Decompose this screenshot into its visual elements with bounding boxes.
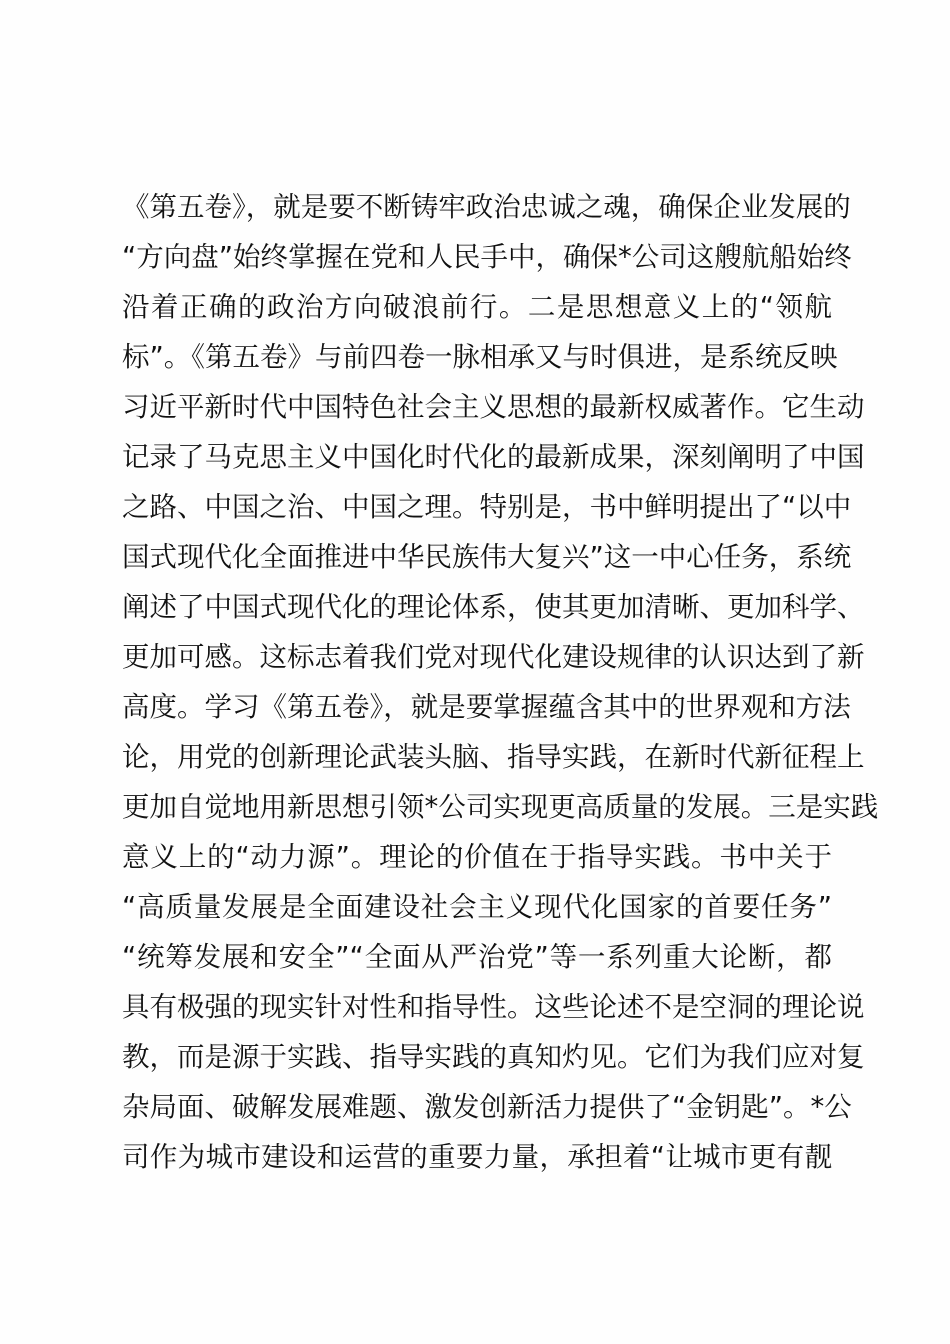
text-line: 之路、中国之治、中国之理。特别是，书中鲜明提出了“以中 — [122, 491, 852, 523]
text-line: 国式现代化全面推进中华民族伟大复兴”这一中心任务，系统 — [122, 541, 852, 573]
text-line: 记录了马克思主义中国化时代化的最新成果，深刻阐明了中国 — [122, 441, 865, 473]
text-line: 更加自觉地用新思想引领*公司实现更高质量的发展。三是实践 — [122, 791, 879, 823]
text-line: 《第五卷》，就是要不断铸牢政治忠诚之魂，确保企业发展的 — [122, 191, 851, 223]
text-line: 沿着正确的政治方向破浪前行。二是思想意义上的“领航 — [122, 291, 832, 323]
text-line: 高度。学习《第五卷》，就是要掌握蕴含其中的世界观和方法 — [122, 691, 851, 723]
text-line: 更加可感。这标志着我们党对现代化建设规律的认识达到了新 — [122, 641, 865, 673]
text-line: 杂局面、破解发展难题、激发创新活力提供了“金钥匙”。*公 — [122, 1091, 852, 1123]
text-line: 具有极强的现实针对性和指导性。这些论述不是空洞的理论说 — [122, 991, 865, 1023]
text-line: “方向盘”始终掌握在党和人民手中，确保*公司这艘航船始终 — [122, 241, 852, 273]
text-line: 论，用党的创新理论武装头脑、指导实践，在新时代新征程上 — [122, 741, 865, 773]
text-line: 司作为城市建设和运营的重要力量，承担着“让城市更有靓 — [122, 1141, 832, 1173]
text-line: 标”。《第五卷》与前四卷一脉相承又与时俱进，是系统反映 — [122, 341, 838, 373]
text-line: 教，而是源于实践、指导实践的真知灼见。它们为我们应对复 — [122, 1041, 865, 1073]
text-line: 习近平新时代中国特色社会主义思想的最新权威著作。它生动 — [122, 391, 865, 423]
text-line: “统筹发展和安全”“全面从严治党”等一系列重大论断，都 — [122, 941, 832, 973]
body-paragraph — [122, 186, 879, 1186]
text-line: “高质量发展是全面建设社会主义现代化国家的首要任务” — [122, 891, 832, 923]
text-line: 意义上的“动力源”。理论的价值在于指导实践。书中关于 — [122, 841, 832, 873]
text-line: 阐述了中国式现代化的理论体系，使其更加清晰、更加科学、 — [122, 591, 865, 623]
